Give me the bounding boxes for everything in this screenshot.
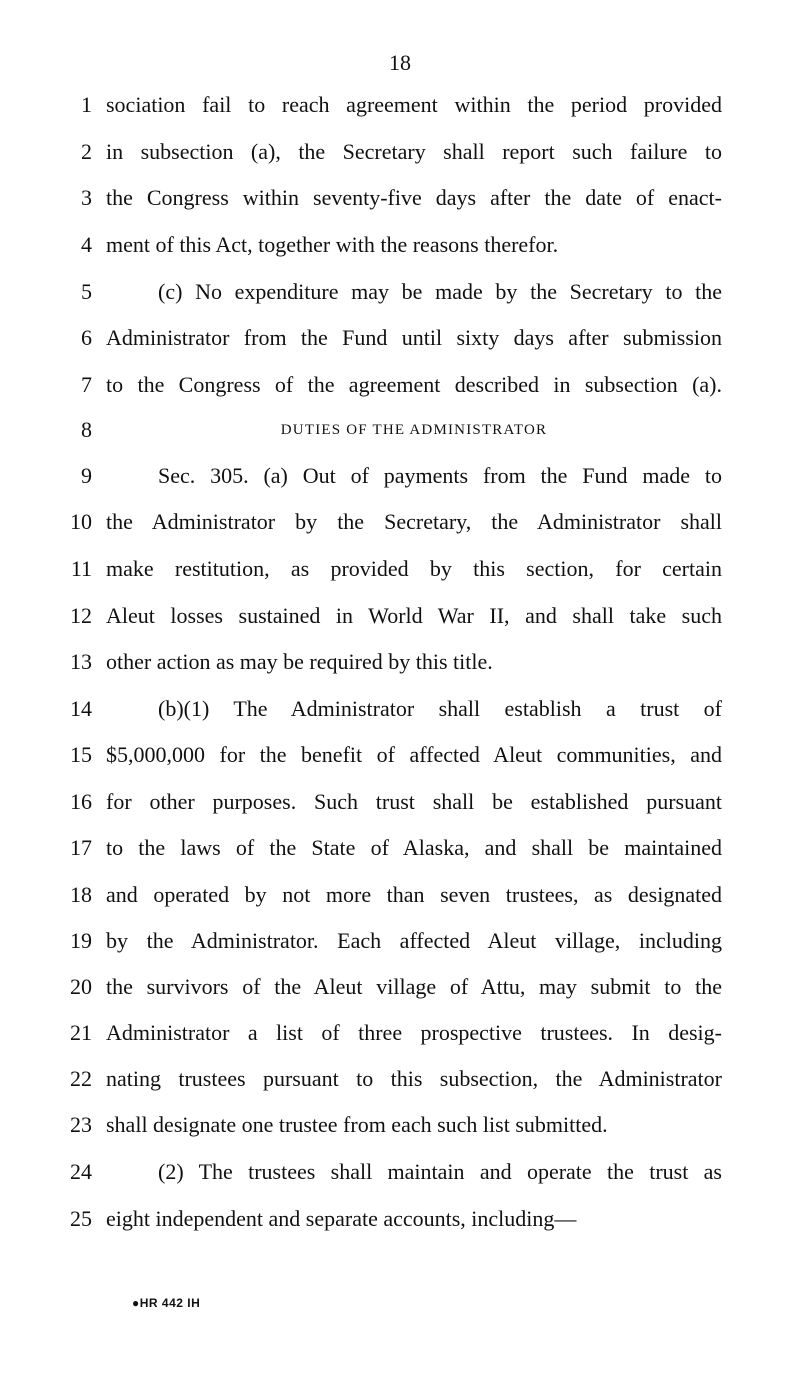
line-number: 4 xyxy=(81,232,92,257)
line-text: ment of this Act, together with the reasons therefor. xyxy=(106,232,559,257)
line-number: 24 xyxy=(70,1159,92,1184)
line-number: 7 xyxy=(81,372,92,397)
line-number: 19 xyxy=(70,928,92,953)
text-line xyxy=(0,410,800,450)
line-number: 12 xyxy=(70,603,92,628)
text-line xyxy=(0,735,800,775)
line-text: for other purposes. Such trust shall be established pursuant xyxy=(106,789,722,814)
line-number: 18 xyxy=(70,882,92,907)
line-text: Administrator from the Fund until sixty days after submission xyxy=(106,325,722,350)
text-line xyxy=(0,921,800,961)
line-text: (2) The trustees shall maintain and operate the trust as xyxy=(158,1159,722,1184)
line-text: make restitution, as provided by this section, for certain xyxy=(106,556,722,581)
text-line xyxy=(0,318,800,358)
text-line xyxy=(0,365,800,405)
line-number: 2 xyxy=(81,139,92,164)
line-text: (b)(1) The Administrator shall establish a trust of xyxy=(158,696,722,721)
text-line xyxy=(0,1013,800,1053)
line-text: the Administrator by the Secretary, the Administrator shall xyxy=(106,509,722,534)
line-number: 21 xyxy=(70,1020,92,1045)
line-text: (c) No expenditure may be made by the Secretary to the xyxy=(158,279,722,304)
line-number: 22 xyxy=(70,1066,92,1091)
line-number: 16 xyxy=(70,789,92,814)
text-line xyxy=(0,225,800,265)
text-line xyxy=(0,456,800,496)
line-number: 17 xyxy=(70,835,92,860)
line-number: 11 xyxy=(70,556,92,581)
text-line xyxy=(0,549,800,589)
line-number: 1 xyxy=(81,92,92,117)
line-number: 20 xyxy=(70,974,92,999)
text-line xyxy=(0,85,800,125)
line-text: sociation fail to reach agreement within the period provided xyxy=(106,92,722,117)
text-line xyxy=(0,967,800,1007)
text-line xyxy=(0,178,800,218)
line-number: 3 xyxy=(81,185,92,210)
line-text: $5,000,000 for the benefit of affected Aleut communities, and xyxy=(106,742,722,767)
line-number: 10 xyxy=(70,509,92,534)
line-text: other action as may be required by this title. xyxy=(106,649,493,674)
line-text: to the laws of the State of Alaska, and shall be maintained xyxy=(106,835,722,860)
line-number: 14 xyxy=(70,696,92,721)
line-number: 6 xyxy=(81,325,92,350)
text-line xyxy=(0,596,800,636)
text-line xyxy=(0,132,800,172)
line-number: 8 xyxy=(81,417,92,442)
line-text: by the Administrator. Each affected Aleut village, including xyxy=(106,928,722,953)
text-line xyxy=(0,1105,800,1145)
section-heading: DUTIES OF THE ADMINISTRATOR xyxy=(280,422,548,438)
text-line xyxy=(0,875,800,915)
line-number: 15 xyxy=(70,742,92,767)
page-number: 18 xyxy=(389,50,411,75)
line-text: to the Congress of the agreement described in subsection (a). xyxy=(106,372,722,397)
line-text: shall designate one trustee from each such list submitted. xyxy=(106,1112,608,1137)
line-text: Aleut losses sustained in World War II, and shall take such xyxy=(106,603,722,628)
text-line xyxy=(0,272,800,312)
line-text: eight independent and separate accounts, including— xyxy=(106,1206,577,1231)
text-line xyxy=(0,642,800,682)
line-text: the Congress within seventy-five days after the date of enact- xyxy=(106,185,722,210)
text-line xyxy=(0,828,800,868)
line-number: 5 xyxy=(81,279,92,304)
text-line xyxy=(0,689,800,729)
line-number: 23 xyxy=(70,1112,92,1137)
text-line xyxy=(0,1152,800,1192)
text-line xyxy=(0,782,800,822)
line-number: 25 xyxy=(70,1206,92,1231)
text-line xyxy=(0,502,800,542)
bill-identifier: ●HR 442 IH xyxy=(132,1296,201,1310)
line-text: Administrator a list of three prospective trustees. In desig- xyxy=(106,1020,722,1045)
line-text: Sec. 305. (a) Out of payments from the Fund made to xyxy=(158,463,722,488)
line-text: the survivors of the Aleut village of Attu, may submit to the xyxy=(106,974,722,999)
line-number: 13 xyxy=(70,649,92,674)
text-line xyxy=(0,1199,800,1239)
text-line xyxy=(0,1059,800,1099)
line-number: 9 xyxy=(81,463,92,488)
line-text: in subsection (a), the Secretary shall report such failure to xyxy=(106,139,722,164)
line-text: nating trustees pursuant to this subsection, the Administrator xyxy=(106,1066,722,1091)
line-text: and operated by not more than seven trustees, as designated xyxy=(106,882,722,907)
